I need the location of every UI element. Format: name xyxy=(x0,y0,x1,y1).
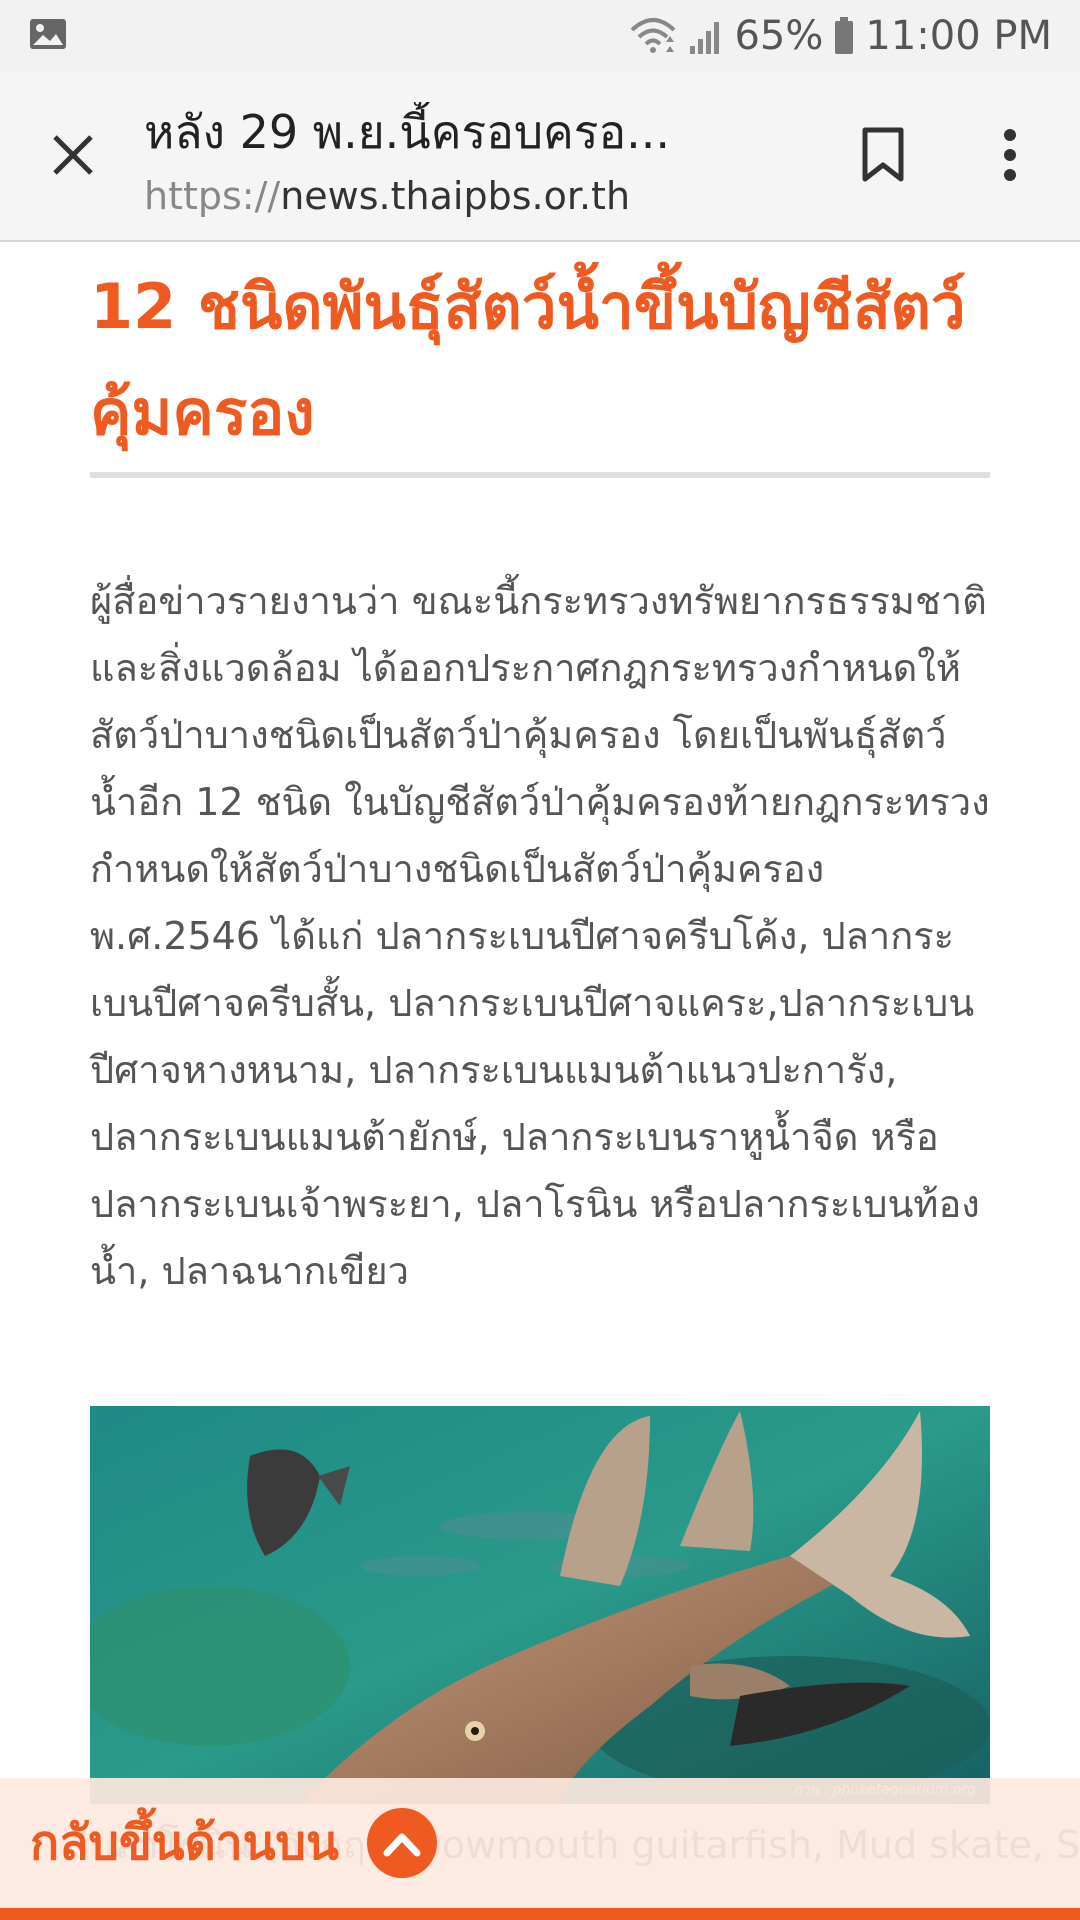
back-to-top-label[interactable]: กลับขึ้นด้านบน xyxy=(30,1815,339,1871)
more-vert-icon xyxy=(1002,127,1018,183)
bottom-accent-stripe xyxy=(0,1908,1080,1920)
article-headline: 12 ชนิดพันธุ์สัตว์น้ำขึ้นบัญชีสัตว์คุ้มครอง xyxy=(90,270,966,449)
back-to-top-button[interactable] xyxy=(367,1808,437,1878)
battery-icon xyxy=(833,16,855,56)
bookmark-button[interactable] xyxy=(850,122,916,188)
article-photo xyxy=(90,1406,990,1804)
page-url xyxy=(144,170,704,222)
status-bar xyxy=(0,0,1080,72)
headline-divider xyxy=(90,472,990,478)
back-to-top-bar[interactable] xyxy=(0,1778,1080,1908)
bookmark-icon xyxy=(861,127,905,183)
clock: 11:00 PM xyxy=(865,13,1052,59)
shark-ray-image xyxy=(90,1406,990,1804)
close-button[interactable] xyxy=(40,122,106,188)
page-title: หลัง 29 พ.ย.นี้ครอบครอ... xyxy=(144,105,670,159)
chevron-up-icon xyxy=(382,1829,422,1857)
url-host: news.thaipbs.or.th xyxy=(280,174,631,218)
gallery-icon xyxy=(28,17,68,55)
title-block xyxy=(144,102,704,222)
url-scheme: https:// xyxy=(144,174,281,218)
more-options-button[interactable] xyxy=(980,122,1040,188)
custom-tab-toolbar xyxy=(0,72,1080,242)
article-content xyxy=(90,244,990,1305)
close-icon xyxy=(51,133,95,177)
wifi-icon xyxy=(628,16,678,56)
battery-percent: 65% xyxy=(734,13,824,59)
signal-icon xyxy=(688,16,724,56)
article-body: ผู้สื่อข่าวรายงานว่า ขณะนี้กระทรวงทรัพยากรธรรมชาติและสิ่งแวดล้อม ได้ออกประกาศกฎกระทรวงกำหนดให้สัตว์ป่าบางชนิดเป็นสัตว์ป่าคุ้มครอง โดยเป็นพันธุ์สัตว์น้ำอีก 12 ชนิด ในบัญชีสัตว์ป่าคุ้มครองท้ายกฎกระทรวงกำหนดให้สัตว์ป่าบางชนิดเป็นสัตว์ป่าคุ้มครองพ.ศ.2546 ได้แก่ ปลากระเบนปีศาจครีบโค้ง, ปลากระเบนปีศาจครีบสั้น, ปลากระเบนปีศาจแคระ,ปลากระเบนปีศาจหางหนาม, ปลากระเบนแมนต้าแนวปะการัง, ปลากระเบนแมนต้ายักษ์, ปลากระเบนราหูน้ำจืด หรือปลากระเบนเจ้าพระยา, ปลาโรนิน หรือปลากระเบนท้องน้ำ, ปลาฉนากเขียว xyxy=(90,579,990,1293)
